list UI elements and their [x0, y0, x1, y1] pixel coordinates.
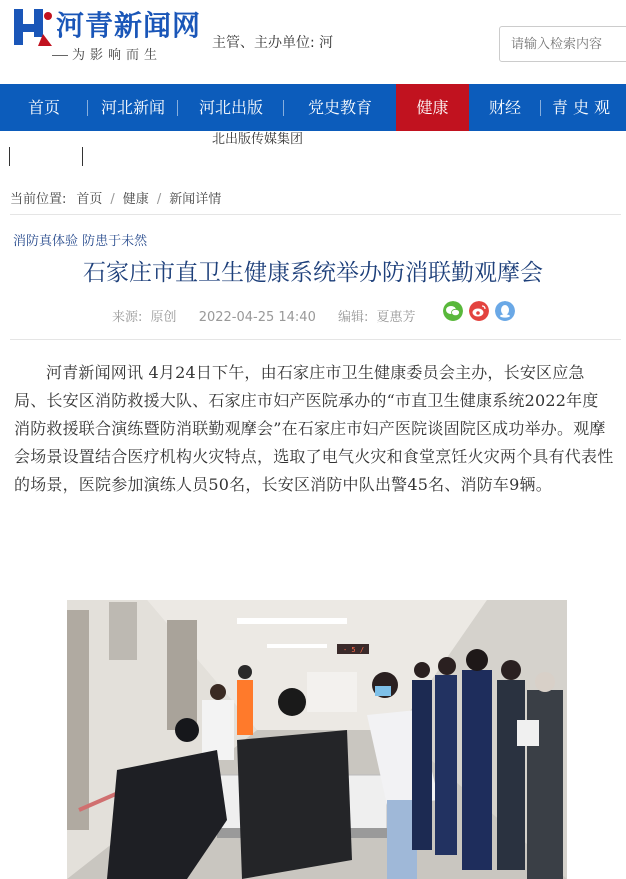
- wechat-icon[interactable]: [443, 301, 463, 321]
- breadcrumb-separator: /: [110, 192, 115, 207]
- site-header: [0, 0, 626, 84]
- photo-scene: [67, 600, 567, 879]
- divider: [9, 147, 10, 166]
- site-logo[interactable]: [12, 6, 202, 62]
- qq-icon[interactable]: [495, 301, 515, 321]
- nav-item-label: 首页: [27, 98, 60, 117]
- article-photo: [67, 600, 567, 879]
- nav-item-hebei-publishing[interactable]: [178, 84, 284, 131]
- breadcrumb: [10, 188, 221, 207]
- nav-item-label: 河北新闻: [100, 98, 165, 117]
- editor-value: 夏惠芳: [376, 310, 416, 325]
- logo-slogan: 为影响而生: [52, 44, 162, 63]
- sponsor-text: 主管、主办单位: 河: [212, 35, 334, 51]
- article-paragraph: 河青新闻网讯 4月24日下午，由石家庄市卫生健康委员会主办，长安区应急局、长安区消防救援大队、石家庄市妇产医院承办的“市直卫生健康系统2022年度消防救援联合演练暨防消联勤观摩会”在石家庄市妇产医院谈固院区成功举办。观摩会场景设置结合医疗机构火灾特点，选取了电气火灾和食堂烹饪火灾两个具有代表性的场景，医院参加演练人员50名，长安区消防中队出警45名、消防车9辆。: [14, 363, 614, 494]
- logo-mark-icon: [12, 6, 54, 48]
- divider: [10, 214, 621, 215]
- breadcrumb-health[interactable]: 健康: [122, 192, 149, 207]
- nav-item-hebei-news[interactable]: [88, 84, 178, 131]
- publish-datetime: 2022-04-25 14:40: [198, 310, 316, 325]
- logo-text: 河青新闻网: [56, 9, 202, 42]
- nav-item-label: 党史教育: [307, 98, 372, 117]
- source-value: 原创: [150, 310, 177, 325]
- nav-item-label: 河北出版: [198, 98, 263, 117]
- photo-sign: - 5 /: [343, 646, 365, 654]
- article-title: 石家庄市直卫生健康系统举办防消联勤观摩会: [83, 260, 543, 286]
- nav-item-health[interactable]: [396, 84, 469, 131]
- nav-item-label: 健康: [416, 98, 449, 117]
- nav-item-label: 财经: [488, 98, 521, 117]
- nav-item-youth-history[interactable]: [541, 84, 626, 131]
- breadcrumb-separator: /: [156, 192, 162, 207]
- editor-label: 编辑:: [337, 310, 369, 325]
- nav-item-finance[interactable]: [469, 84, 541, 131]
- source-label: 来源:: [112, 310, 143, 325]
- article-kicker: 消防真体验 防患于未然: [13, 234, 148, 249]
- breadcrumb-home[interactable]: 首页: [76, 192, 103, 207]
- divider: [10, 339, 621, 340]
- sponsor-text-continued: 北出版传媒集团: [212, 132, 304, 147]
- breadcrumb-label: 当前位置:: [10, 192, 67, 207]
- weibo-icon[interactable]: [469, 301, 489, 321]
- nav-item-home[interactable]: [0, 84, 88, 131]
- main-nav: [0, 84, 626, 131]
- nav-item-party-history[interactable]: [284, 84, 396, 131]
- breadcrumb-current: 新闻详情: [169, 192, 222, 207]
- article-meta: [112, 306, 420, 325]
- search-input[interactable]: [499, 26, 626, 62]
- divider: [82, 147, 83, 166]
- nav-item-label: 青史观: [551, 98, 615, 117]
